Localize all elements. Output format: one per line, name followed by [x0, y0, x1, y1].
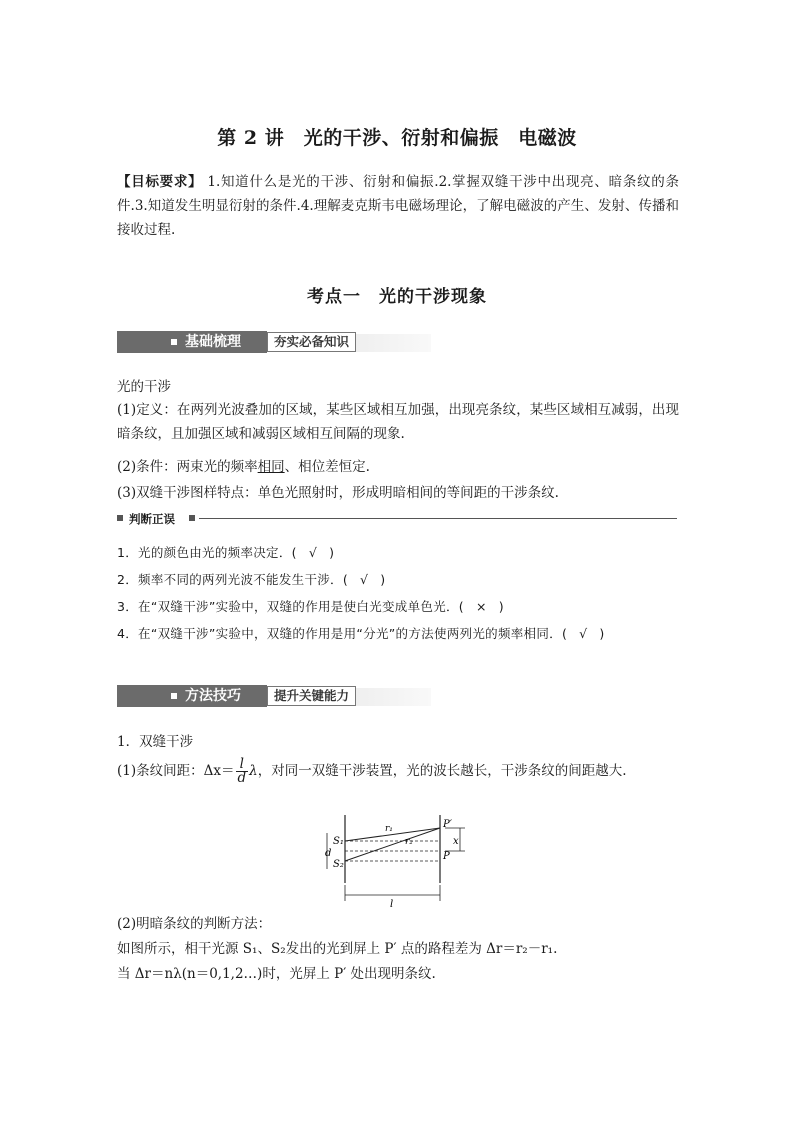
square-icon — [171, 339, 177, 345]
square-icon — [171, 693, 177, 699]
judge-item — [117, 597, 504, 615]
banner-main-label: 基础梳理 — [185, 334, 241, 350]
banner-sub-label: 提升关键能力 — [267, 686, 356, 706]
fringe-spacing-line — [117, 758, 627, 785]
judge-item-text: 3．在“双缝干涉”实验中，双缝的作用是使白光变成单色光．( — [117, 599, 464, 614]
concept-pattern: (3)双缝干涉图样特点：单色光照射时，形成明暗相间的等间距的干涉条纹. — [117, 485, 559, 501]
lambda-symbol: λ — [249, 763, 258, 779]
judge-method-heading: (2)明暗条纹的判断方法： — [117, 916, 272, 932]
square-icon — [117, 515, 123, 521]
label-l: l — [390, 899, 394, 910]
page-title: 第 2 讲 光的干涉、衍射和偏振 电磁波 — [217, 127, 577, 149]
double-slit-diagram — [315, 815, 475, 910]
label-p: P — [443, 851, 450, 862]
square-icon — [189, 515, 195, 521]
label-r2: r₂ — [405, 837, 413, 847]
fraction-denominator: d — [237, 770, 247, 786]
judge-item-text: 2．频率不同的两列光波不能发生干涉．( — [117, 572, 349, 587]
label-r1: r₁ — [385, 824, 393, 834]
judge-item-close: ) — [498, 599, 504, 614]
judge-item-mark: √ — [579, 626, 588, 641]
spacing-suffix: ，对同一双缝干涉装置，光的波长越长，干涉条纹的间距越大. — [257, 763, 627, 779]
banner-main-label: 方法技巧 — [185, 688, 241, 704]
fraction-l-over-d — [236, 758, 249, 785]
learning-objectives — [117, 170, 679, 242]
concept-heading: 光的干涉 — [117, 379, 171, 395]
judge-header — [117, 511, 677, 527]
spacing-prefix: (1)条纹间距：Δx＝ — [117, 763, 235, 779]
banner-basic-review — [117, 331, 431, 355]
section-title: 考点一 光的干涉现象 — [307, 287, 487, 307]
divider — [199, 518, 677, 519]
label-d: d — [325, 848, 332, 859]
objectives-tag: 【目标要求】 — [117, 174, 203, 190]
judge-item — [117, 570, 385, 588]
condition-suffix: 、相位差恒定. — [284, 459, 370, 475]
label-s2: S₂ — [333, 859, 344, 870]
label-x: x — [453, 836, 459, 847]
banner-method-skills — [117, 685, 431, 709]
judge-item — [117, 543, 334, 561]
bright-fringe-line: 当 Δr＝nλ(n＝0,1,2…)时，光屏上 P′ 处出现明条纹. — [117, 966, 436, 982]
judge-item-mark: √ — [360, 572, 369, 587]
judge-label: 判断正误 — [129, 512, 175, 526]
banner-main — [117, 331, 267, 353]
judge-item-close: ) — [329, 545, 335, 560]
judge-item-close: ) — [380, 572, 386, 587]
method-heading: 1．双缝干涉 — [117, 734, 194, 750]
judge-item-text: 1．光的颜色由光的频率决定．( — [117, 545, 297, 560]
condition-underlined: 相同 — [257, 459, 285, 475]
objectives-text: 1.知道什么是光的干涉、衍射和偏振.2.掌握双缝干涉中出现亮、暗条纹的条件.3.知道发生明显衍射的条件.4.理解麦克斯韦电磁场理论，了解电磁波的产生、发射、传播和接收过程. — [117, 174, 680, 238]
label-p-prime: P′ — [443, 819, 452, 830]
judge-item-text: 4．在“双缝干涉”实验中，双缝的作用是用“分光”的方法使两列光的频率相同．( — [117, 626, 568, 641]
label-s1: S₁ — [333, 836, 344, 847]
judge-item-close: ) — [599, 626, 605, 641]
judge-item-mark: √ — [308, 545, 318, 560]
banner-main — [117, 685, 267, 707]
banner-sub-label: 夯实必备知识 — [267, 332, 356, 352]
condition-prefix: (2)条件：两束光的频率 — [117, 459, 258, 475]
judge-item-mark: × — [475, 599, 487, 614]
judge-item — [117, 624, 605, 642]
concept-condition — [117, 455, 370, 475]
path-difference-line: 如图所示，相干光源 S₁、S₂发出的光到屏上 P′ 点的路程差为 Δr＝r₂－r₁. — [117, 941, 558, 957]
concept-definition: (1)定义：在两列光波叠加的区域，某些区域相互加强，出现亮条纹，某些区域相互减弱，出现暗条纹，且加强区域和减弱区域相互间隔的现象. — [117, 402, 679, 442]
fraction-numerator: l — [236, 758, 249, 772]
